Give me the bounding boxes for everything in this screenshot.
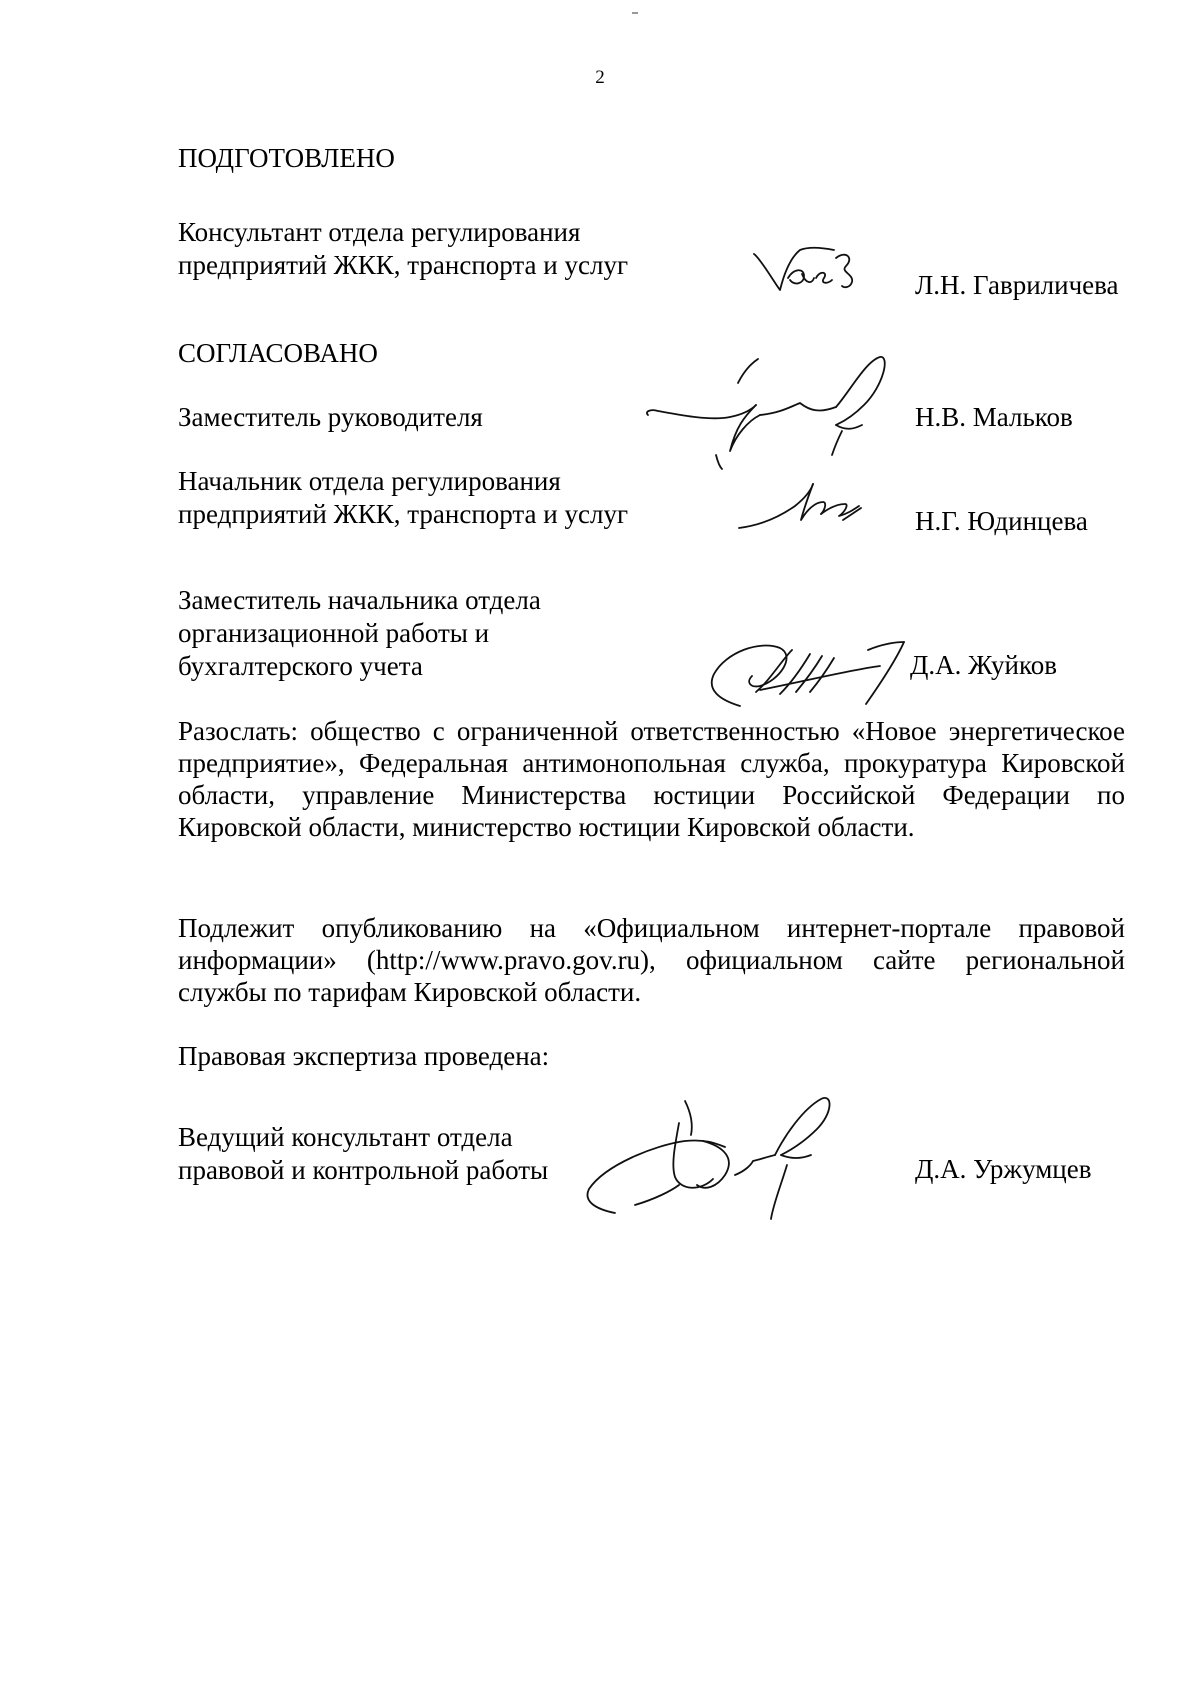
scan-speck <box>632 12 638 14</box>
prepared-position-line-1: Консультант отдела регулирования <box>178 217 581 247</box>
publication-paragraph: Подлежит опубликованию на «Официальном интернет-портале правовой информации» (http://www.pravo.gov.ru), официальном сайте региональной службы по тарифам Кировской области. <box>178 913 1125 1007</box>
signer-1-position <box>178 401 483 434</box>
signer-3-name: Д.А. Жуйков <box>910 650 1057 680</box>
signature-zhuikov <box>700 630 920 710</box>
signer-2-position-line-1: Начальник отдела регулирования <box>178 466 561 496</box>
distribution-paragraph: Разослать: общество с ограниченной ответственностью «Новое энергетическое предприятие», Федеральная антимонопольная служба, прокуратура Кировской области, управление Министерства юстиции Российской Федерации по Кировской области, министерство юстиции Кировской области. <box>178 716 1125 842</box>
legal-review-position <box>178 1121 548 1187</box>
signer-3-position-line-2: организационной работы и <box>178 618 490 648</box>
signer-1-name: Н.В. Мальков <box>915 402 1073 432</box>
signature-yudintseva <box>735 480 865 540</box>
prepared-name: Л.Н. Гавриличева <box>915 270 1119 300</box>
signer-3-position-line-3: бухгалтерского учета <box>178 651 423 681</box>
page-number: 2 <box>595 67 605 88</box>
signer-1-position-line-1: Заместитель руководителя <box>178 402 483 432</box>
agreed-heading: СОГЛАСОВАНО <box>178 338 378 368</box>
legal-review-name: Д.А. Уржумцев <box>915 1154 1092 1184</box>
prepared-position-line-2: предприятий ЖКК, транспорта и услуг <box>178 250 629 280</box>
legal-review-position-line-2: правовой и контрольной работы <box>178 1155 549 1185</box>
legal-review-heading: Правовая экспертиза проведена: <box>178 1041 550 1071</box>
signer-3-position <box>178 584 541 683</box>
signature-malkov <box>640 355 920 475</box>
signature-gavrilicheva <box>750 244 870 296</box>
signature-urzhumtsev <box>575 1095 895 1235</box>
signer-2-name: Н.Г. Юдинцева <box>915 506 1088 536</box>
signer-3-position-line-1: Заместитель начальника отдела <box>178 585 541 615</box>
signer-2-position-line-2: предприятий ЖКК, транспорта и услуг <box>178 499 629 529</box>
signer-2-position <box>178 465 628 531</box>
prepared-heading: ПОДГОТОВЛЕНО <box>178 143 395 173</box>
legal-review-position-line-1: Ведущий консультант отдела <box>178 1122 513 1152</box>
prepared-position <box>178 216 628 282</box>
